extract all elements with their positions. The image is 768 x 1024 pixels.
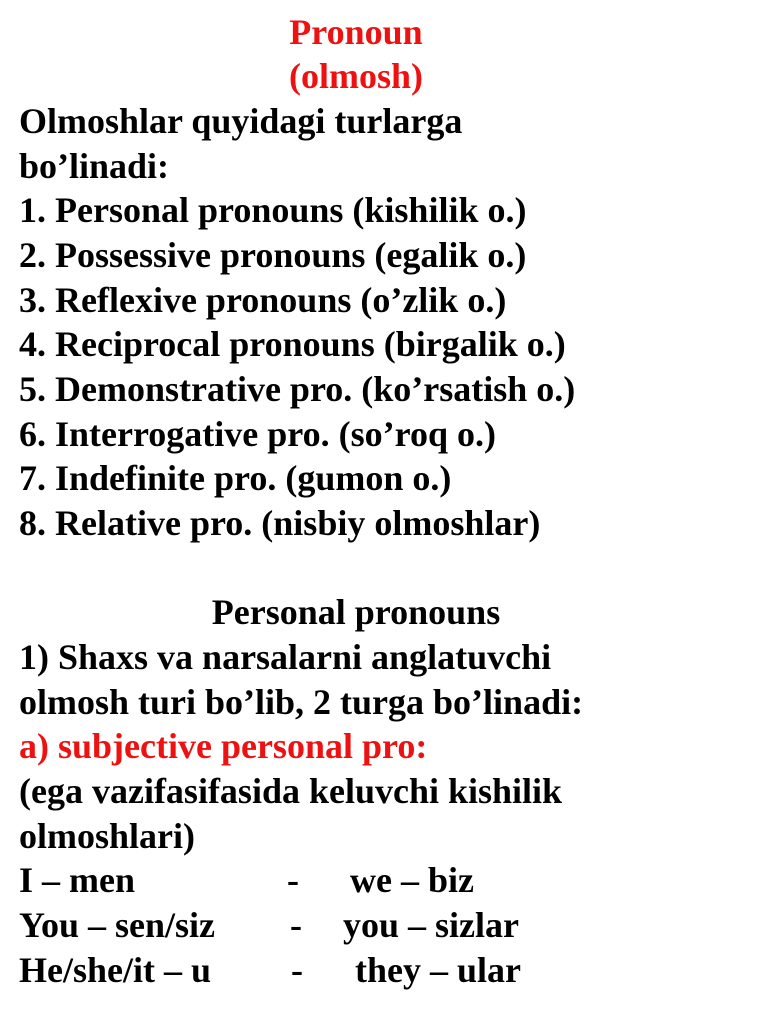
pair-dash: -	[287, 860, 299, 900]
section-desc-line-1: 1) Shaxs va narsalarni anglatuvchi	[19, 637, 552, 677]
pronoun-pair-row	[19, 858, 719, 902]
pair-left: He/she/it – u	[19, 950, 212, 990]
pair-right: they – ular	[355, 950, 521, 990]
note-line-2: olmoshlari)	[19, 816, 195, 856]
intro-line-2: bo’linadi:	[19, 146, 170, 186]
intro-line-1: Olmoshlar quyidagi turlarga	[19, 101, 463, 141]
type-item-7: 7. Indefinite pro. (gumon o.)	[19, 458, 452, 498]
section-heading: Personal pronouns	[211, 592, 501, 632]
type-item-1: 1. Personal pronouns (kishilik o.)	[19, 190, 527, 230]
title-line-2: (olmosh)	[289, 56, 423, 96]
pronoun-pair-row	[19, 948, 719, 992]
title-line-1: Pronoun	[289, 12, 423, 52]
pair-left: You – sen/siz	[19, 905, 216, 945]
pair-dash: -	[290, 905, 302, 945]
pronoun-pair-row	[19, 903, 719, 947]
pair-right: you – sizlar	[343, 905, 519, 945]
note-line-1: (ega vazifasifasida keluvchi kishilik	[19, 771, 563, 811]
type-item-4: 4. Reciprocal pronouns (birgalik o.)	[19, 324, 566, 364]
pair-dash: -	[291, 950, 303, 990]
type-item-8: 8. Relative pro. (nisbiy olmoshlar)	[19, 503, 541, 543]
sub-heading: a) subjective personal pro:	[19, 726, 428, 766]
type-item-6: 6. Interrogative pro. (so’roq o.)	[19, 414, 496, 454]
section-desc-line-2: olmosh turi bo’lib, 2 turga bo’linadi:	[19, 682, 584, 722]
type-item-5: 5. Demonstrative pro. (ko’rsatish o.)	[19, 369, 576, 409]
type-item-2: 2. Possessive pronouns (egalik o.)	[19, 235, 527, 275]
pair-right: we – biz	[350, 860, 474, 900]
type-item-3: 3. Reflexive pronouns (o’zlik o.)	[19, 280, 507, 320]
pair-left: I – men	[19, 860, 135, 900]
